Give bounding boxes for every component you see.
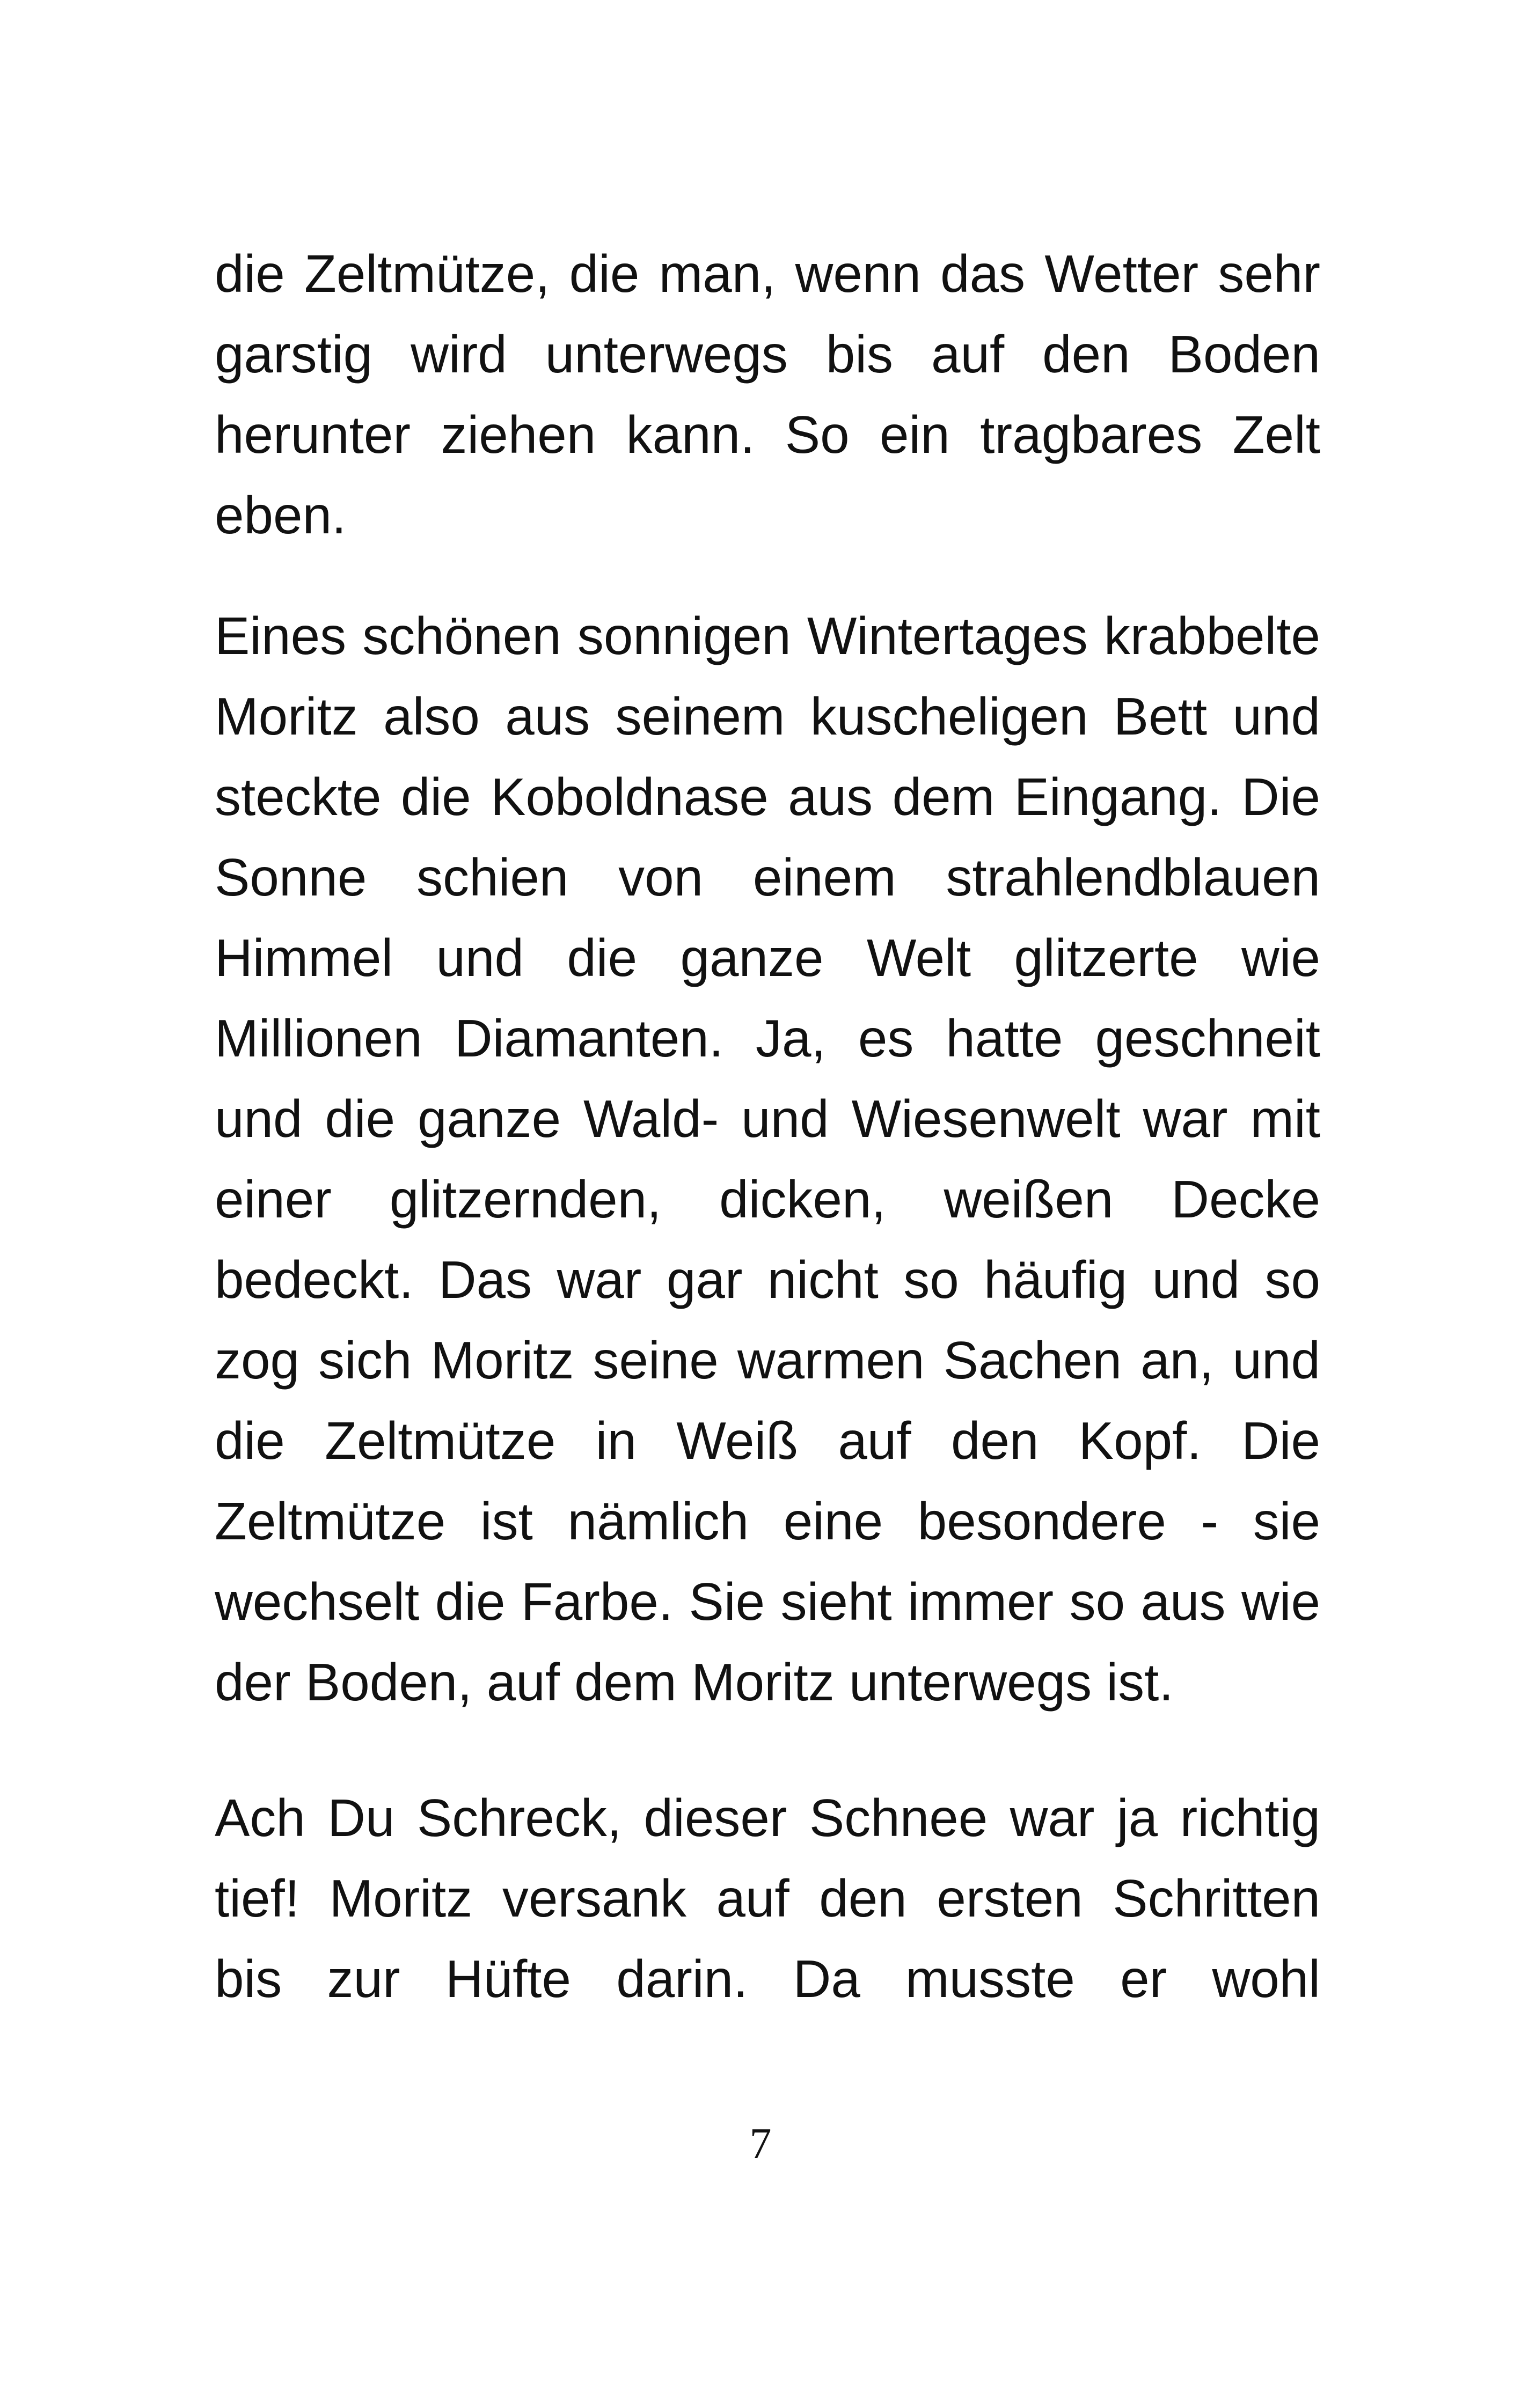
page-number: 7 xyxy=(749,2119,772,2168)
text-line: die Zeltmütze, die man, wenn das Wetter sehr xyxy=(215,244,1320,303)
text-line: wechselt die Farbe. Sie sieht immer so aus wie xyxy=(215,1572,1320,1631)
text-line: Ach Du Schreck, dieser Schnee war ja richtig xyxy=(215,1788,1320,1847)
paragraph-2 xyxy=(215,596,1320,1722)
text-line: Zeltmütze ist nämlich eine besondere - sie xyxy=(215,1492,1320,1551)
text-line: Moritz also aus seinem kuscheligen Bett und xyxy=(215,687,1320,746)
text-line: Millionen Diamanten. Ja, es hatte geschneit xyxy=(215,1009,1320,1068)
text-line: tief! Moritz versank auf den ersten Schritten xyxy=(215,1869,1320,1928)
text-line: steckte die Koboldnase aus dem Eingang. Die xyxy=(215,767,1320,826)
paragraph-1 xyxy=(215,233,1320,555)
text-line: eben. xyxy=(215,486,347,545)
text-line: zog sich Moritz seine warmen Sachen an, und xyxy=(215,1331,1320,1390)
text-line: der Boden, auf dem Moritz unterwegs ist. xyxy=(215,1653,1174,1712)
text-line: herunter ziehen kann. So ein tragbares Zelt xyxy=(215,405,1320,464)
text-line: Himmel und die ganze Welt glitzerte wie xyxy=(215,928,1320,987)
text-line: Sonne schien von einem strahlendblauen xyxy=(215,848,1320,907)
text-line: die Zeltmütze in Weiß auf den Kopf. Die xyxy=(215,1411,1320,1470)
text-line: und die ganze Wald- und Wiesenwelt war mit xyxy=(215,1089,1320,1148)
text-line: garstig wird unterwegs bis auf den Boden xyxy=(215,325,1320,384)
text-line: bis zur Hüfte darin. Da musste er wohl xyxy=(215,1949,1320,2008)
paragraph-3 xyxy=(215,1778,1320,2019)
text-line: Eines schönen sonnigen Wintertages krabbelte xyxy=(215,606,1320,665)
text-line: bedeckt. Das war gar nicht so häufig und so xyxy=(215,1250,1320,1309)
text-line: einer glitzernden, dicken, weißen Decke xyxy=(215,1170,1320,1229)
